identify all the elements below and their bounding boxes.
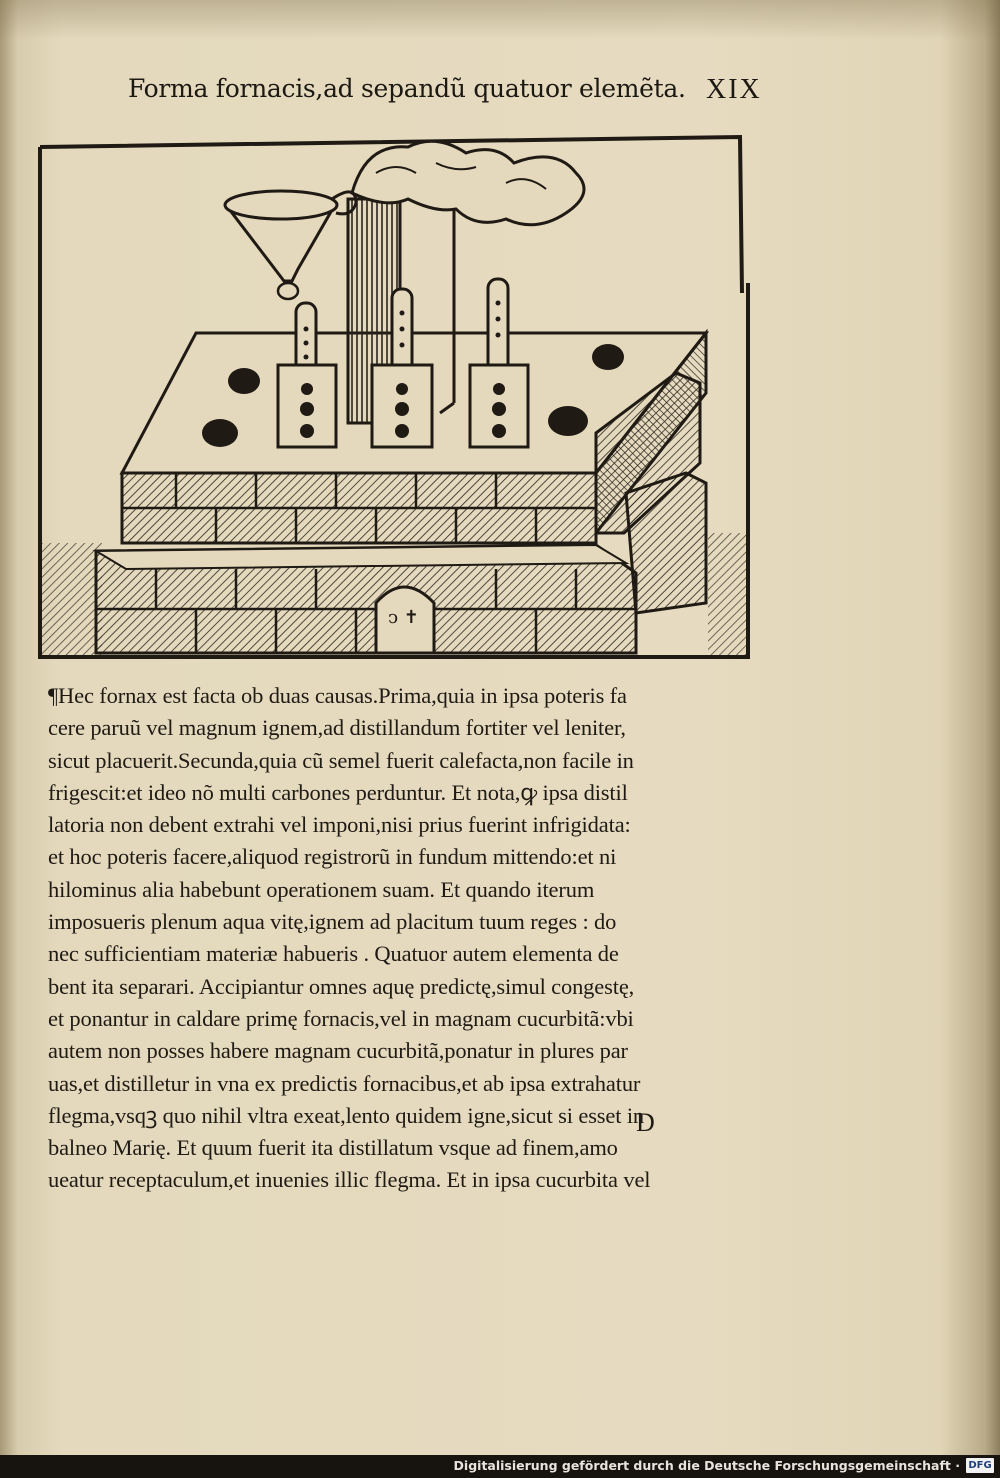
furnace-woodcut-illustration (36, 133, 752, 661)
footer-bar (0, 1455, 1000, 1478)
text-line: et hoc poteris facere,aliquod registrorũ in fundum mittendo:et ni (48, 844, 617, 870)
body-text (48, 680, 708, 1197)
text-line: frigescit:et ideo nõ multi carbones perduntur. Et nota,ꝙ ipsa distil (48, 779, 628, 805)
signature-mark: D (636, 1108, 655, 1137)
running-header: Forma fornacis,ad sepandũ quatuor elemẽta. (128, 74, 686, 103)
text-line: hilominus alia habebunt operationem suam. Et quando iterum (48, 876, 595, 902)
text-line: autem non posses habere magnam cucurbitã,ponatur in plures par (48, 1038, 628, 1064)
text-line: sicut placuerit.Secunda,quia cũ semel fuerit calefacta,non facile in (48, 747, 634, 773)
text-line: uas,et distilletur in vna ex predictis fornacibus,et ab ipsa extrahatur (48, 1070, 641, 1096)
text-line: bent ita separari. Accipiantur omnes aquę predictę,simul congestę, (48, 973, 635, 999)
text-line: ¶Hec fornax est facta ob duas causas.Prima,quia in ipsa poteris fa (48, 683, 627, 708)
svg-text:ↄ ✝: ↄ ✝ (388, 607, 419, 628)
dfg-logo-icon: DFG (966, 1458, 994, 1473)
text-line: flegma,vsqꝫ quo nihil vltra exeat,lento quidem igne,sicut si esset in (48, 1102, 645, 1128)
text-line: ueatur receptaculum,et inuenies illic flegma. Et in ipsa cucurbita vel (48, 1167, 651, 1193)
text-line: cere paruũ vel magnum ignem,ad distillandum fortiter vel leniter, (48, 715, 626, 741)
text-line: balneo Marię. Et quum fuerit ita distillatum vsque ad finem,amo (48, 1135, 618, 1161)
text-line: latoria non debent extrahi vel imponi,nisi prius fuerint infrigidata: (48, 812, 631, 838)
text-line: imposueris plenum aqua vitę,ignem ad placitum tuum reges : do (48, 909, 617, 935)
text-line: nec sufficientiam materiæ habueris . Quatuor autem elementa de (48, 941, 619, 967)
text-line: et ponantur in caldare primę fornacis,vel in magnam cucurbitã:vbi (48, 1005, 634, 1031)
footer-credit: Digitalisierung gefördert durch die Deutsche Forschungsgemeinschaft · (453, 1458, 960, 1473)
folio-number: XIX (706, 74, 762, 105)
